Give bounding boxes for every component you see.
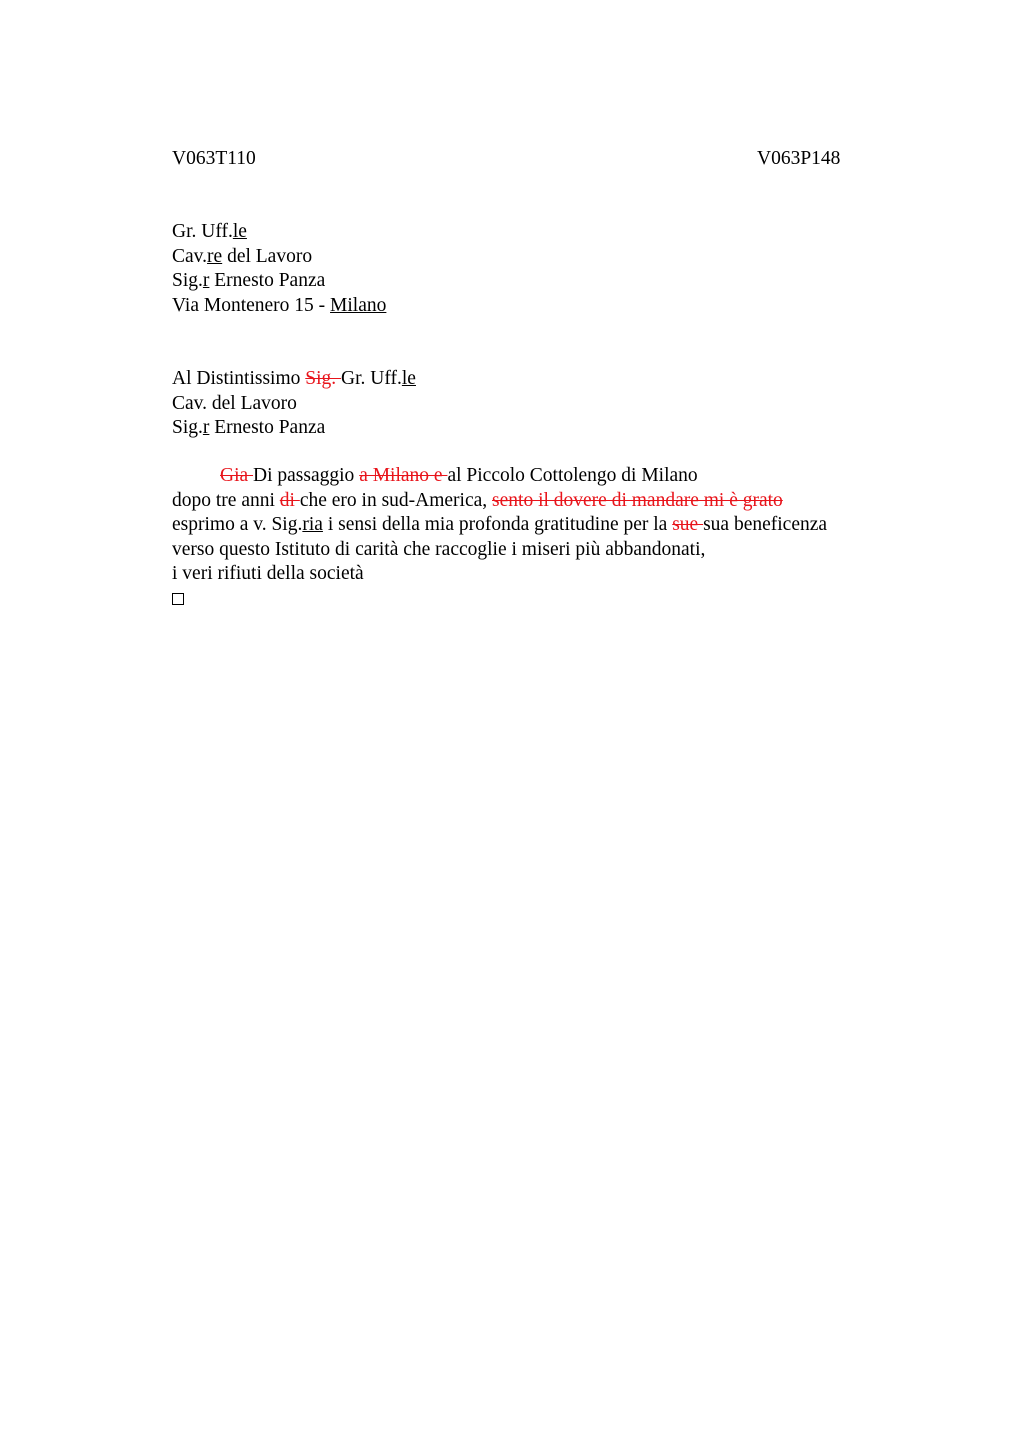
body-line-1 bbox=[172, 464, 932, 489]
address-text: Via Montenero 15 - bbox=[172, 294, 331, 316]
underlined-abbrev: r bbox=[202, 417, 210, 438]
address-text: Gr. Uff. bbox=[172, 221, 233, 242]
underlined-abbrev: le bbox=[232, 221, 247, 242]
body-text: esprimo a v. Sig. bbox=[172, 514, 303, 535]
salutation-text: Ernesto Panza bbox=[209, 417, 326, 438]
body-text: dopo tre anni bbox=[172, 489, 280, 511]
salutation bbox=[172, 367, 932, 441]
deleted-text: Gia bbox=[220, 465, 254, 486]
deleted-text: sue bbox=[672, 514, 704, 535]
underlined-city: Milano bbox=[330, 294, 387, 316]
deleted-text: di bbox=[279, 489, 300, 511]
address-text: Cav. bbox=[172, 245, 208, 267]
body-line-3 bbox=[172, 513, 932, 538]
body-text: i sensi della mia profonda gratitudine per la bbox=[322, 514, 673, 535]
address-line-2 bbox=[172, 245, 932, 270]
body-text: al Piccolo Cottolengo di Milano bbox=[447, 465, 698, 486]
address-text: del Lavoro bbox=[222, 245, 313, 267]
body-text: che ero in sud-America, bbox=[299, 489, 493, 511]
body-text: verso questo Istituto di carità che raccoglie i miseri più abbandonati, bbox=[172, 538, 706, 560]
address-line-3 bbox=[172, 269, 932, 294]
salutation-line-1 bbox=[172, 367, 932, 392]
salutation-text: Sig. bbox=[172, 417, 203, 438]
address-text: Sig. bbox=[172, 270, 203, 291]
document-code-right: V063P148 bbox=[757, 148, 841, 169]
body-line-2 bbox=[172, 489, 932, 514]
empty-square-icon bbox=[172, 593, 184, 605]
salutation-line-3 bbox=[172, 416, 932, 441]
salutation-text: Cav. del Lavoro bbox=[172, 392, 297, 414]
body-text: sua beneficenza bbox=[703, 514, 828, 535]
address-line-1 bbox=[172, 220, 932, 245]
underlined-abbrev: ria bbox=[302, 514, 323, 535]
deleted-text: Sig. bbox=[305, 368, 342, 389]
document-code-left: V063T110 bbox=[172, 148, 256, 169]
deleted-text: a Milano e bbox=[359, 465, 448, 486]
body-text: i veri rifiuti della società bbox=[172, 563, 364, 584]
deleted-text: sento il dovere di mandare mi è grato bbox=[492, 489, 783, 511]
salutation-text: Al Distintissimo bbox=[172, 368, 306, 389]
salutation-text: Gr. Uff. bbox=[341, 368, 402, 389]
underlined-abbrev: le bbox=[401, 368, 416, 389]
address-text: Ernesto Panza bbox=[209, 270, 326, 291]
body-text: Di passaggio bbox=[253, 465, 360, 486]
recipient-address bbox=[172, 220, 932, 318]
letter-body bbox=[172, 464, 932, 611]
underlined-abbrev: r bbox=[202, 270, 210, 291]
salutation-line-2 bbox=[172, 392, 932, 417]
body-line-4 bbox=[172, 538, 932, 563]
underlined-abbrev: re bbox=[207, 245, 223, 267]
end-marker-line bbox=[172, 587, 932, 612]
address-line-4 bbox=[172, 294, 932, 319]
body-line-5 bbox=[172, 562, 932, 587]
